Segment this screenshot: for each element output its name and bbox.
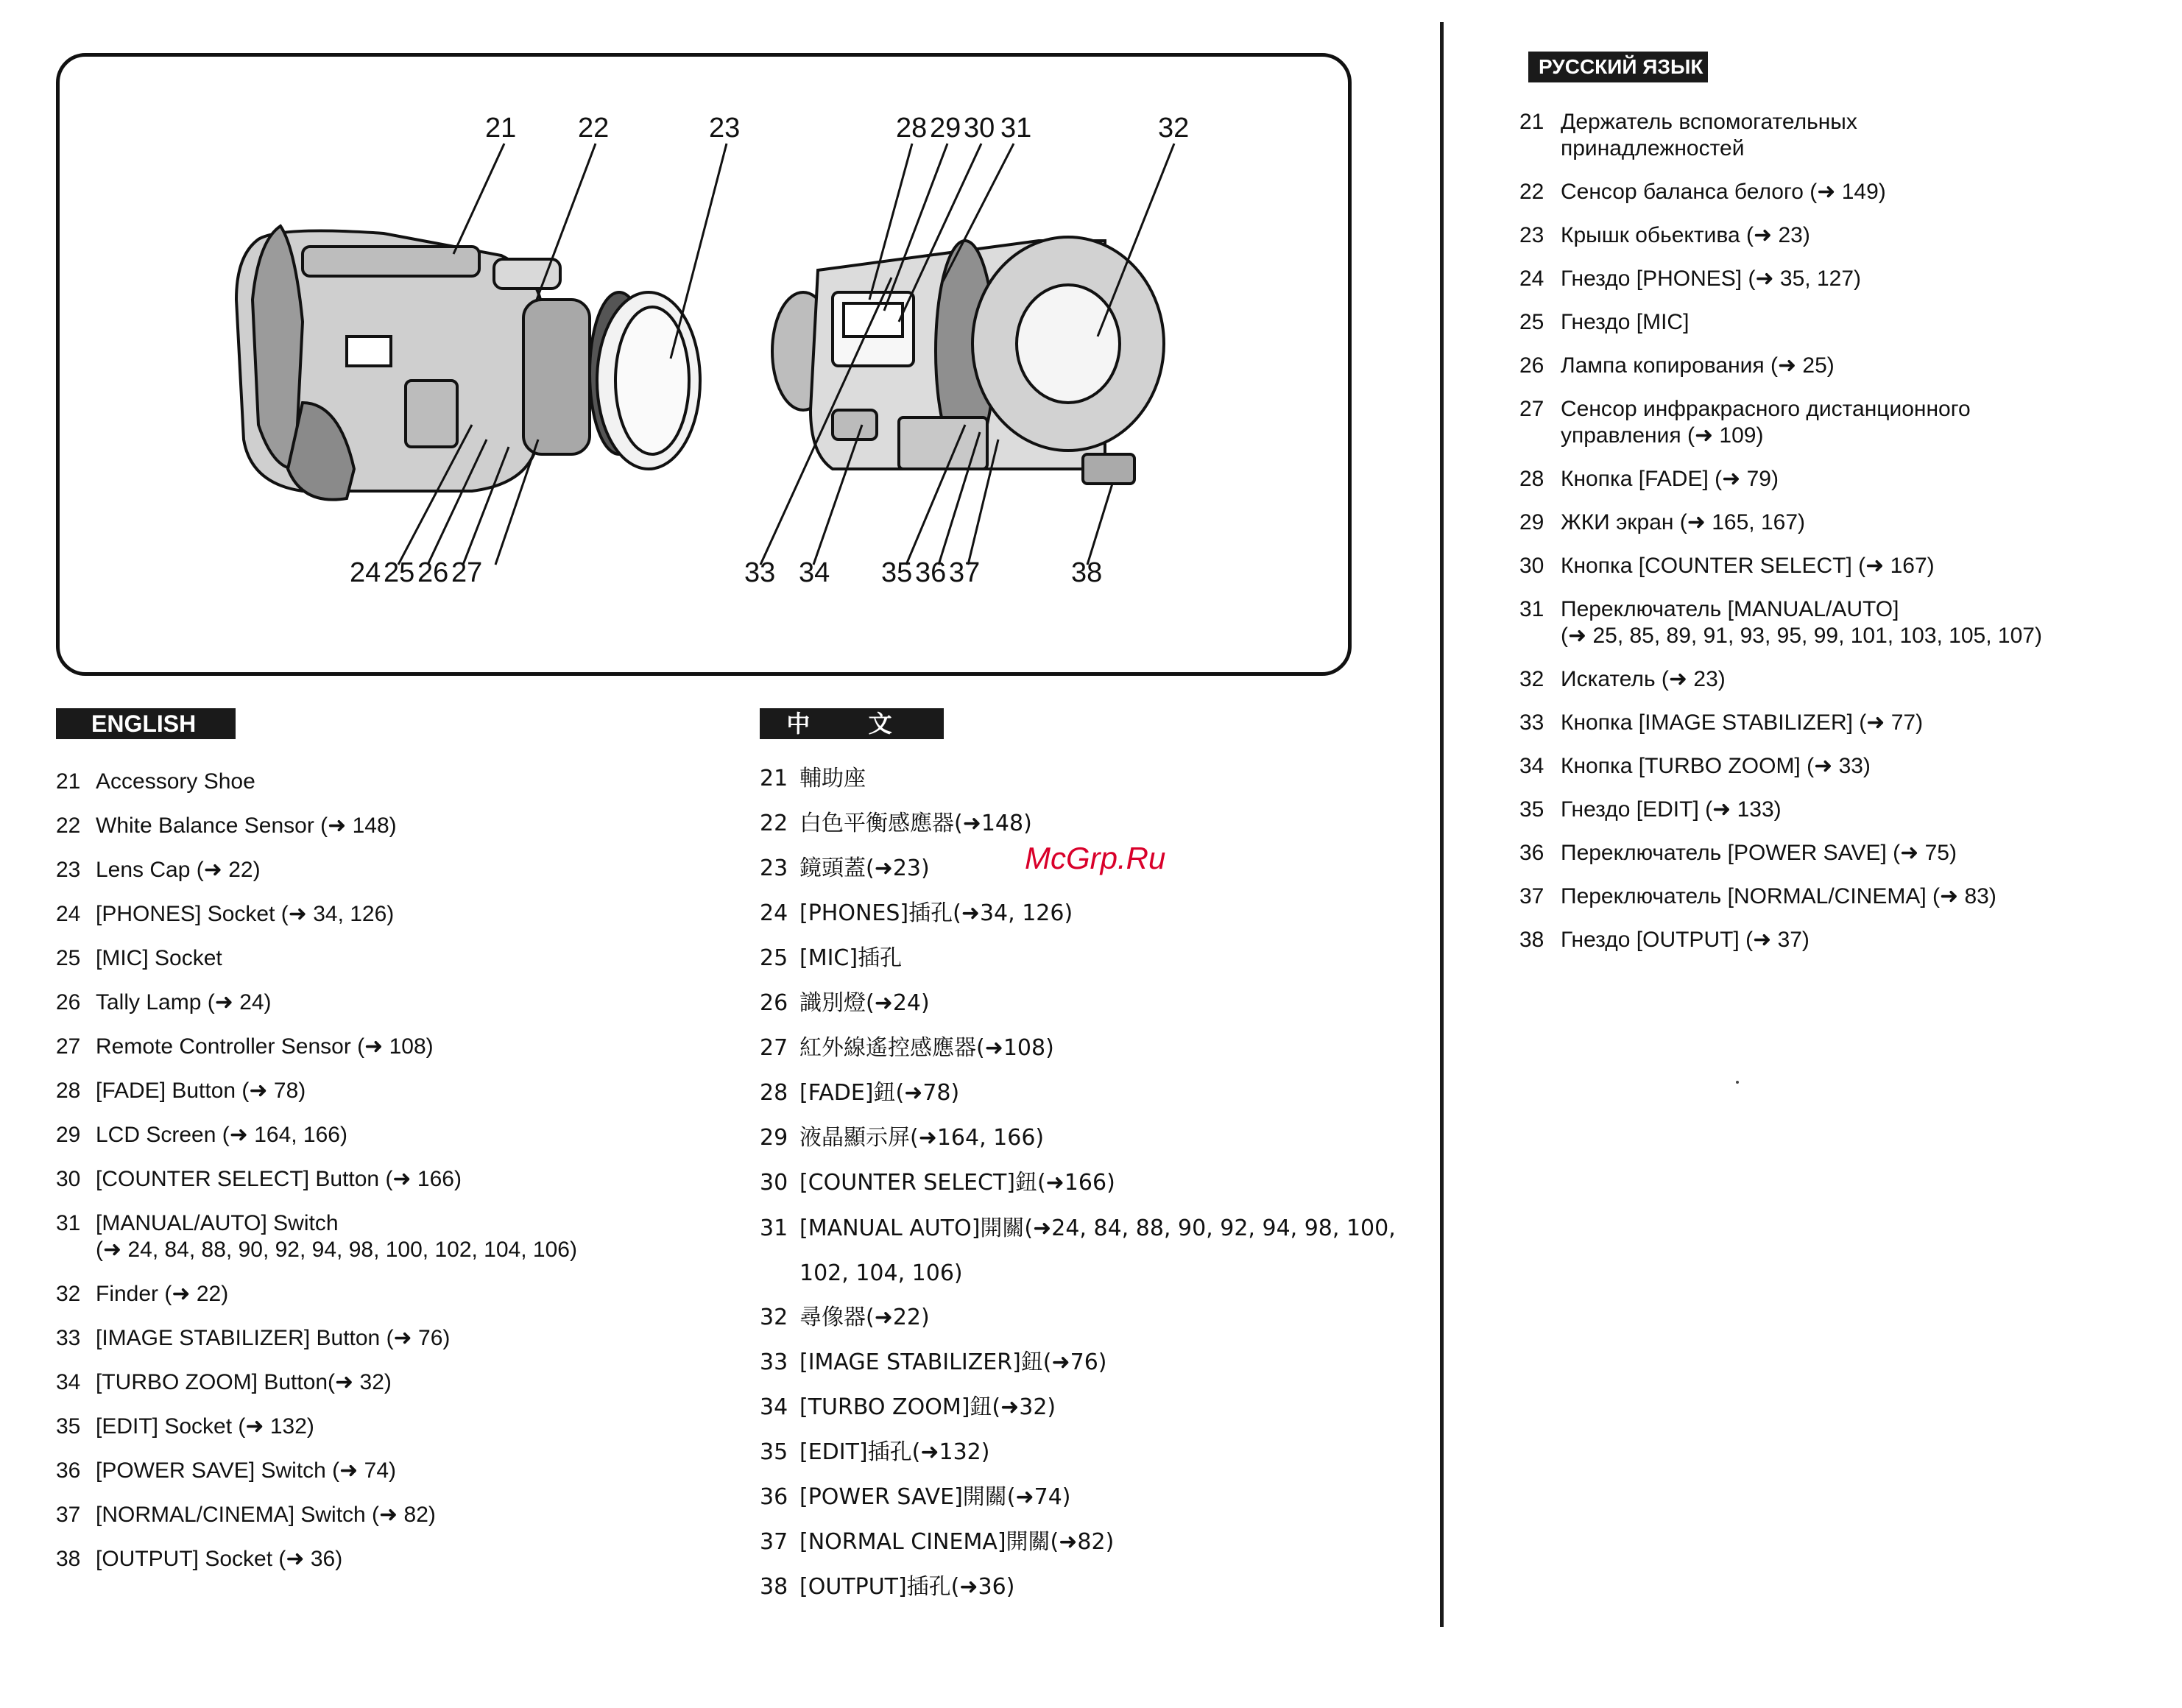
callout-25: 25 xyxy=(384,557,415,588)
camera-front-view xyxy=(236,226,700,500)
list-item: 34 [TURBO ZOOM] Button(➜ 32) xyxy=(56,1370,392,1394)
list-item: 21 Accessory Shoe xyxy=(56,769,255,794)
english-section-badge: ENGLISH xyxy=(56,708,236,739)
list-item: 33 [IMAGE STABILIZER]鈕(➜76) xyxy=(760,1349,1107,1375)
scan-speck xyxy=(1736,1081,1739,1084)
callout-37: 37 xyxy=(949,557,981,588)
list-item: 29 LCD Screen (➜ 164, 166) xyxy=(56,1123,347,1147)
list-item: 21 Держатель вспомогательных принадлежностей xyxy=(1519,110,1857,160)
list-item: 27 Сенсор инфракрасного дистанционного управления (➜ 109) xyxy=(1519,397,1971,448)
callout-30: 30 xyxy=(964,113,995,144)
list-item: 36 [POWER SAVE]開關(➜74) xyxy=(760,1484,1071,1510)
list-item: 24 [PHONES]插孔(➜34, 126) xyxy=(760,900,1073,926)
list-item: 26 Tally Lamp (➜ 24) xyxy=(56,990,272,1014)
list-item: 29 液晶顯示屏(➜164, 166) xyxy=(760,1125,1045,1151)
list-item: 38 [OUTPUT] Socket (➜ 36) xyxy=(56,1547,343,1571)
camera-rear-view xyxy=(772,237,1164,484)
camera-illustrations xyxy=(60,57,1355,680)
list-item: 30 Кнопка [COUNTER SELECT] (➜ 167) xyxy=(1519,554,1935,578)
list-item: 36 Переключатель [POWER SAVE] (➜ 75) xyxy=(1519,841,1957,865)
list-item: 33 Кнопка [IMAGE STABILIZER] (➜ 77) xyxy=(1519,710,1924,735)
callout-27: 27 xyxy=(451,557,483,588)
list-item: 23 Крышк обьектива (➜ 23) xyxy=(1519,223,1810,247)
callout-21: 21 xyxy=(485,113,517,144)
callout-23: 23 xyxy=(709,113,741,144)
list-item: 37 [NORMAL CINEMA]開關(➜82) xyxy=(760,1529,1115,1555)
callout-38: 38 xyxy=(1071,557,1103,588)
list-item: 25 [MIC] Socket xyxy=(56,946,222,970)
camera-diagram-panel xyxy=(56,53,1352,676)
chinese-section-badge: 中 文 xyxy=(760,708,944,739)
callout-22: 22 xyxy=(578,113,610,144)
callout-31: 31 xyxy=(1000,113,1032,144)
list-item: 34 [TURBO ZOOM]鈕(➜32) xyxy=(760,1394,1056,1420)
callout-35: 35 xyxy=(881,557,913,588)
list-item: 25 Гнездо [MIC] xyxy=(1519,310,1690,334)
list-item: 28 [FADE]鈕(➜78) xyxy=(760,1080,960,1106)
list-item: 37 [NORMAL/CINEMA] Switch (➜ 82) xyxy=(56,1503,436,1527)
list-item: 31 Переключатель [MANUAL/AUTO] (➜ 25, 85, 89, 91, 93, 95, 99, 101, 103, 105, 107) xyxy=(1519,597,2042,648)
list-item: 24 Гнездо [PHONES] (➜ 35, 127) xyxy=(1519,267,1862,291)
list-item: 30 [COUNTER SELECT]鈕(➜166) xyxy=(760,1170,1115,1196)
list-item: 28 [FADE] Button (➜ 78) xyxy=(56,1079,306,1103)
list-item: 34 Кнопка [TURBO ZOOM] (➜ 33) xyxy=(1519,754,1871,778)
chinese-parts-list xyxy=(760,766,1422,1619)
list-item: 22 Сенсор баланса белого (➜ 149) xyxy=(1519,180,1886,204)
callout-26: 26 xyxy=(417,557,449,588)
list-item: 35 [EDIT]插孔(➜132) xyxy=(760,1439,990,1465)
list-item: 26 Лампа копирования (➜ 25) xyxy=(1519,353,1835,378)
list-item: 27 紅外線遙控感應器(➜108) xyxy=(760,1035,1054,1061)
callout-32: 32 xyxy=(1158,113,1190,144)
english-parts-list xyxy=(56,769,689,1590)
list-item: 23 Lens Cap (➜ 22) xyxy=(56,858,261,882)
list-item: 24 [PHONES] Socket (➜ 34, 126) xyxy=(56,902,395,926)
russian-parts-list xyxy=(1519,109,2167,970)
list-item: 31 [MANUAL/AUTO] Switch (➜ 24, 84, 88, 90, 92, 94, 98, 100, 102, 104, 106) xyxy=(56,1211,577,1262)
list-item: 30 [COUNTER SELECT] Button (➜ 166) xyxy=(56,1167,462,1191)
list-item: 33 [IMAGE STABILIZER] Button (➜ 76) xyxy=(56,1326,451,1350)
list-item: 25 [MIC]插孔 xyxy=(760,945,903,971)
list-item: 38 [OUTPUT]插孔(➜36) xyxy=(760,1574,1015,1600)
list-item: 27 Remote Controller Sensor (➜ 108) xyxy=(56,1034,434,1059)
callout-28: 28 xyxy=(896,113,928,144)
list-item: 37 Переключатель [NORMAL/CINEMA] (➜ 83) xyxy=(1519,884,1996,908)
list-item: 28 Кнопка [FADE] (➜ 79) xyxy=(1519,467,1779,491)
column-divider xyxy=(1440,22,1444,1627)
russian-section-badge: РУССКИЙ ЯЗЫК xyxy=(1528,52,1708,82)
callout-29: 29 xyxy=(930,113,961,144)
list-item: 22 白色平衡感應器(➜148) xyxy=(760,811,1032,836)
watermark-text: McGrp.Ru xyxy=(1025,841,1166,875)
list-item: 26 識別燈(➜24) xyxy=(760,990,930,1016)
list-item: 23 鏡頭蓋(➜23) xyxy=(760,855,930,881)
callout-33: 33 xyxy=(744,557,776,588)
list-item: 32 Finder (➜ 22) xyxy=(56,1282,229,1306)
callout-34: 34 xyxy=(799,557,830,588)
list-item: 32 Искатель (➜ 23) xyxy=(1519,667,1726,691)
list-item: 32 尋像器(➜22) xyxy=(760,1305,930,1330)
list-item: 35 [EDIT] Socket (➜ 132) xyxy=(56,1414,314,1439)
list-item: 31 [MANUAL AUTO]開關(➜24, 84, 88, 90, 92, 94, 98, 100, 102, 104, 106) xyxy=(760,1215,1396,1286)
callout-24: 24 xyxy=(350,557,381,588)
callout-36: 36 xyxy=(915,557,947,588)
list-item: 35 Гнездо [EDIT] (➜ 133) xyxy=(1519,797,1782,822)
list-item: 22 White Balance Sensor (➜ 148) xyxy=(56,814,397,838)
list-item: 29 ЖКИ экран (➜ 165, 167) xyxy=(1519,510,1806,534)
list-item: 38 Гнездо [OUTPUT] (➜ 37) xyxy=(1519,928,1809,952)
list-item: 36 [POWER SAVE] Switch (➜ 74) xyxy=(56,1458,397,1483)
list-item: 21 輔助座 xyxy=(760,766,866,791)
